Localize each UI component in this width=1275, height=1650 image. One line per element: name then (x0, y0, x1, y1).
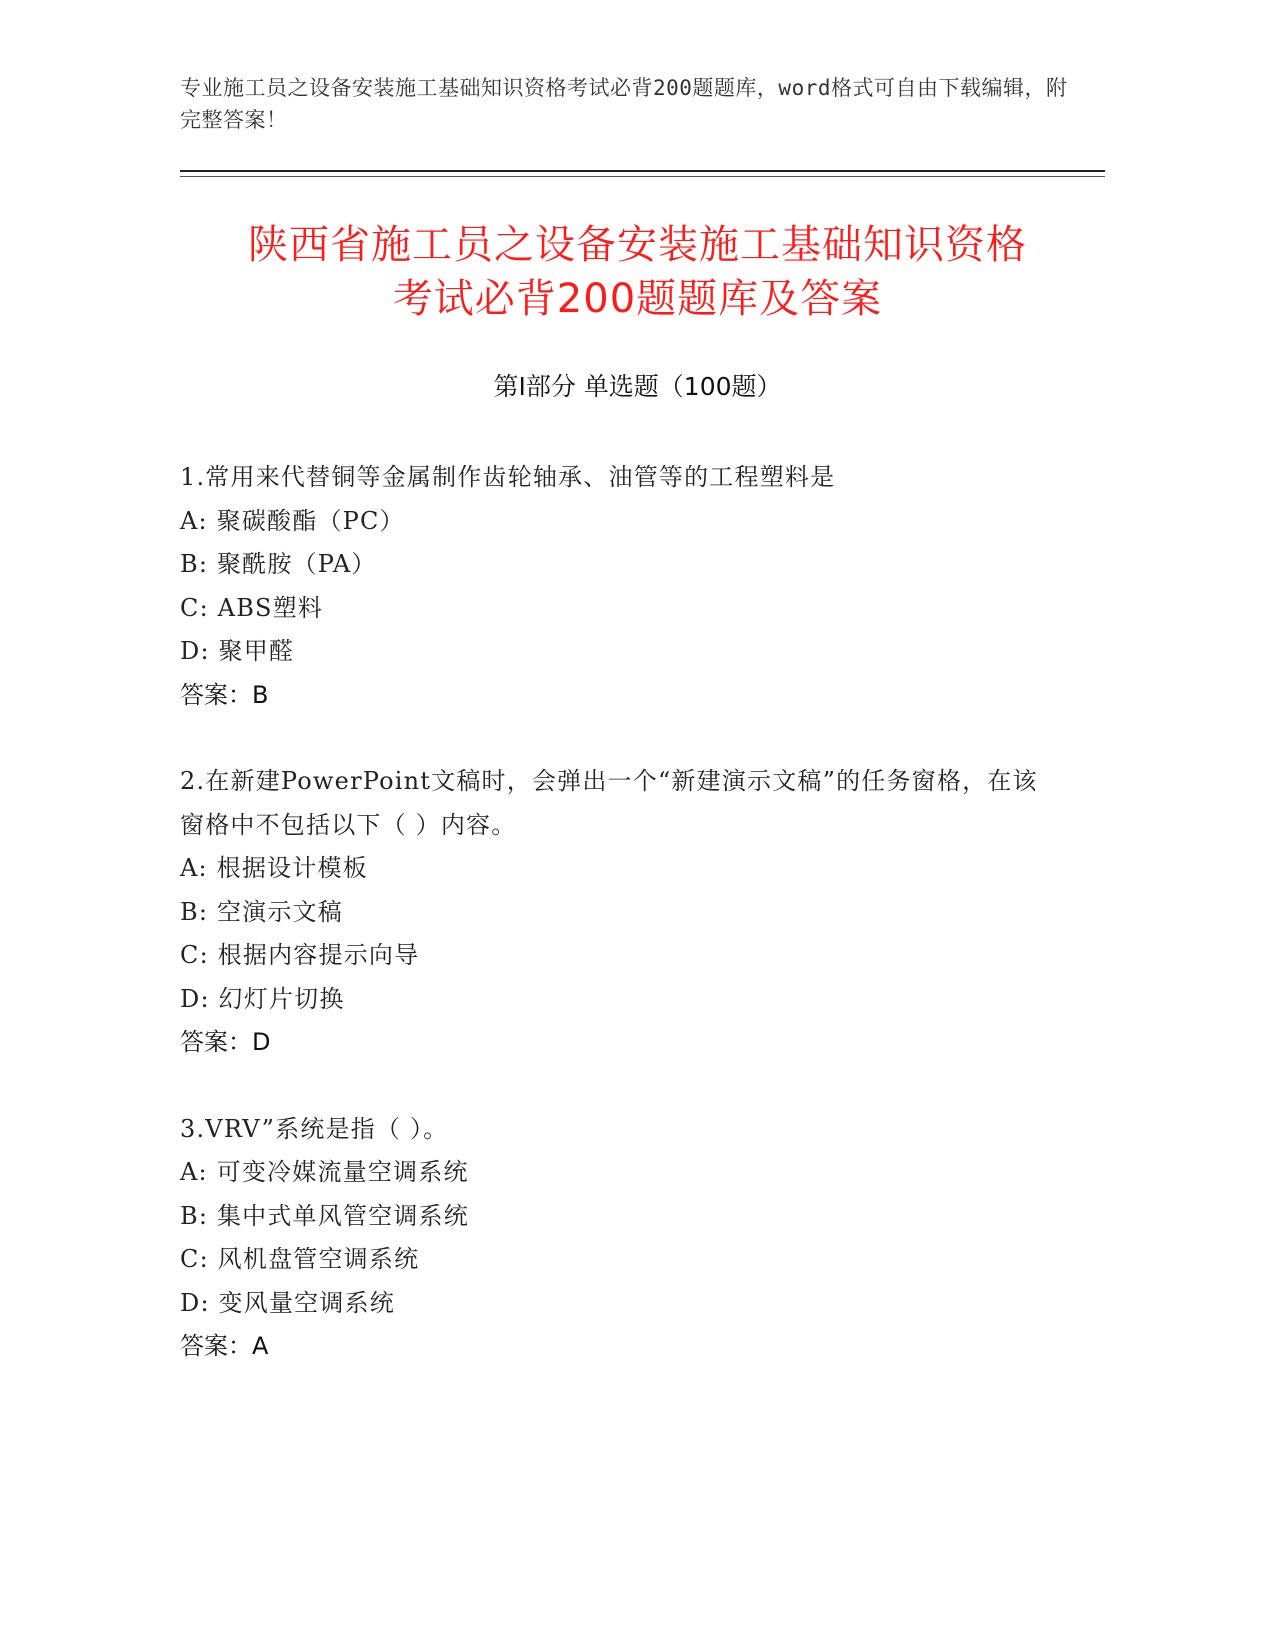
header-rule-thin (180, 176, 1105, 177)
question-list (180, 456, 1040, 1412)
option-c: C: ABS塑料 (180, 593, 324, 622)
option-b: B: 空演示文稿 (180, 897, 343, 926)
title-line-2: 考试必背200题题库及答案 (392, 276, 883, 322)
header-note: 专业施工员之设备安装施工基础知识资格考试必背200题题库，word格式可自由下载编辑，附完整答案！ (180, 76, 1068, 132)
option-a: A: 根据设计模板 (180, 854, 368, 882)
answer-line: 答案：A (180, 1332, 269, 1360)
answer-line: 答案：D (180, 1028, 271, 1056)
question-1 (180, 456, 1040, 717)
question-stem: 1.常用来代替铜等金属制作齿轮轴承、油管等的工程塑料是 (180, 463, 836, 491)
option-c: C: 风机盘管空调系统 (180, 1245, 420, 1273)
question-stem: 3.VRV”系统是指（ ）。 (180, 1114, 449, 1143)
option-b: B: 集中式单风管空调系统 (180, 1201, 469, 1230)
option-a: A: 聚碳酸酯（PC） (180, 506, 405, 535)
option-c: C: 根据内容提示向导 (180, 941, 420, 969)
answer-line: 答案：B (180, 680, 269, 709)
option-d: D: 变风量空调系统 (180, 1288, 395, 1317)
option-d: D: 聚甲醛 (180, 637, 295, 665)
section-heading: 第Ⅰ部分 单选题（100题） (493, 372, 782, 401)
document-title (150, 218, 1125, 326)
question-2 (180, 760, 1040, 1065)
header-rule-thick (180, 170, 1105, 172)
option-b: B: 聚酰胺（PA） (180, 550, 377, 578)
option-d: D: 幻灯片切换 (180, 984, 345, 1013)
title-line-1: 陕西省施工员之设备安装施工基础知识资格 (248, 222, 1027, 268)
question-3 (180, 1108, 1040, 1369)
question-stem: 2.在新建PowerPoint文稿时，会弹出一个“新建演示文稿”的任务窗格，在该窗格中不包括以下（ ）内容。 (180, 767, 1038, 839)
option-a: A: 可变冷媒流量空调系统 (180, 1158, 469, 1186)
